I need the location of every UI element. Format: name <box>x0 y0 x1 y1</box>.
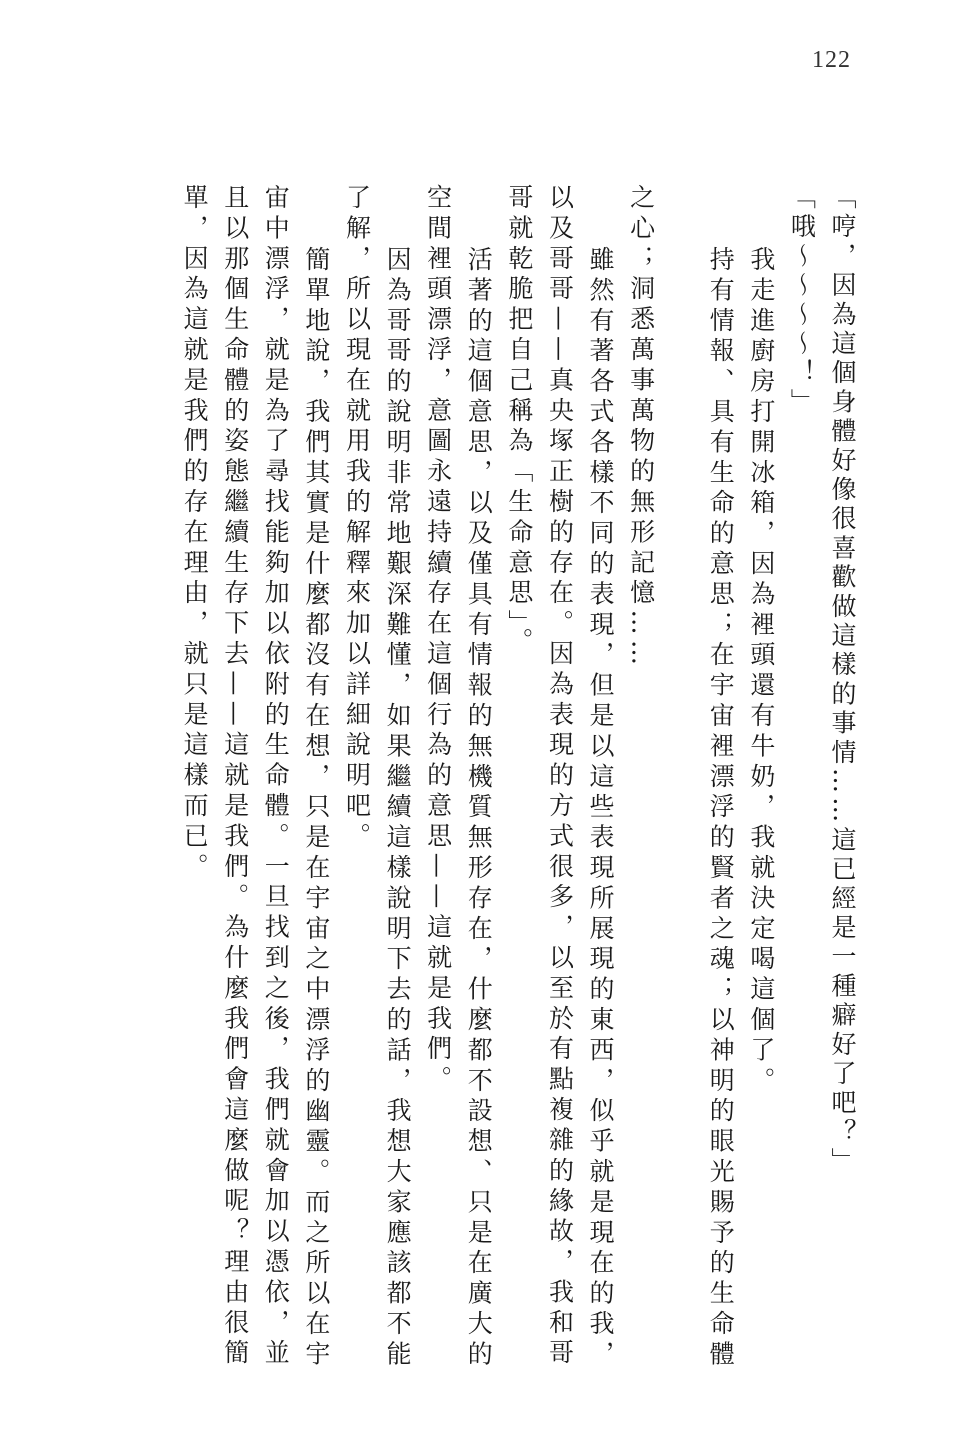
text-line: 了解，所以現在就用我的解釋來加以詳細說明吧。 <box>342 184 372 853</box>
text-line: 雖然有著各式各樣不同的表現，但是以這些表現所展現的東西，似乎就是現在的我， <box>586 246 616 1371</box>
text-line: 且以那個生命體的姿態繼續生存下去——這就是我們。為什麼我們會這麼做呢？理由很簡 <box>220 184 250 1370</box>
text-line: 活著的這個意思，以及僅具有情報的無機質無形存在，什麼都不設想、只是在廣大的 <box>464 246 494 1371</box>
text-line: 因為哥哥的說明非常地艱深難懂，如果繼續這樣說明下去的話，我想大家應該都不能 <box>383 246 413 1371</box>
text-line: 以及哥哥——真央塚正樹的存在。因為表現的方式很多，以至於有點複雜的緣故，我和哥 <box>545 184 575 1370</box>
vertical-text-body <box>174 184 863 1371</box>
text-line: 「哦～～～～！」 <box>787 184 817 418</box>
text-line: 「哼，因為這個身體好像很喜歡做這樣的事情……這已經是一種癖好了吧？」 <box>828 184 857 1177</box>
text-line: 空間裡頭漂浮，意圖永遠持續存在這個行為的意思——這就是我們。 <box>423 184 453 1096</box>
text-line: 我走進廚房打開冰箱，因為裡頭還有牛奶，我就決定喝這個了。 <box>746 246 776 1098</box>
text-line: 之心；洞悉萬事萬物的無形記憶…… <box>626 184 656 671</box>
text-line: 哥就乾脆把自己稱為「生命意思」。 <box>504 184 534 658</box>
text-line: 簡單地說，我們其實是什麼都沒有在想，只是在宇宙之中漂浮的幽靈。而之所以在宇 <box>301 246 331 1371</box>
text-line: 持有情報、具有生命的意思；在宇宙裡漂浮的賢者之魂；以神明的眼光賜予的生命體 <box>706 246 736 1371</box>
text-line: 宙中漂浮，就是為了尋找能夠加以依附的生命體。一旦找到之後，我們就會加以憑依，並 <box>261 184 291 1370</box>
page-number: 122 <box>812 47 851 73</box>
text-line: 單，因為這就是我們的存在理由，就只是這樣而已。 <box>180 184 210 884</box>
